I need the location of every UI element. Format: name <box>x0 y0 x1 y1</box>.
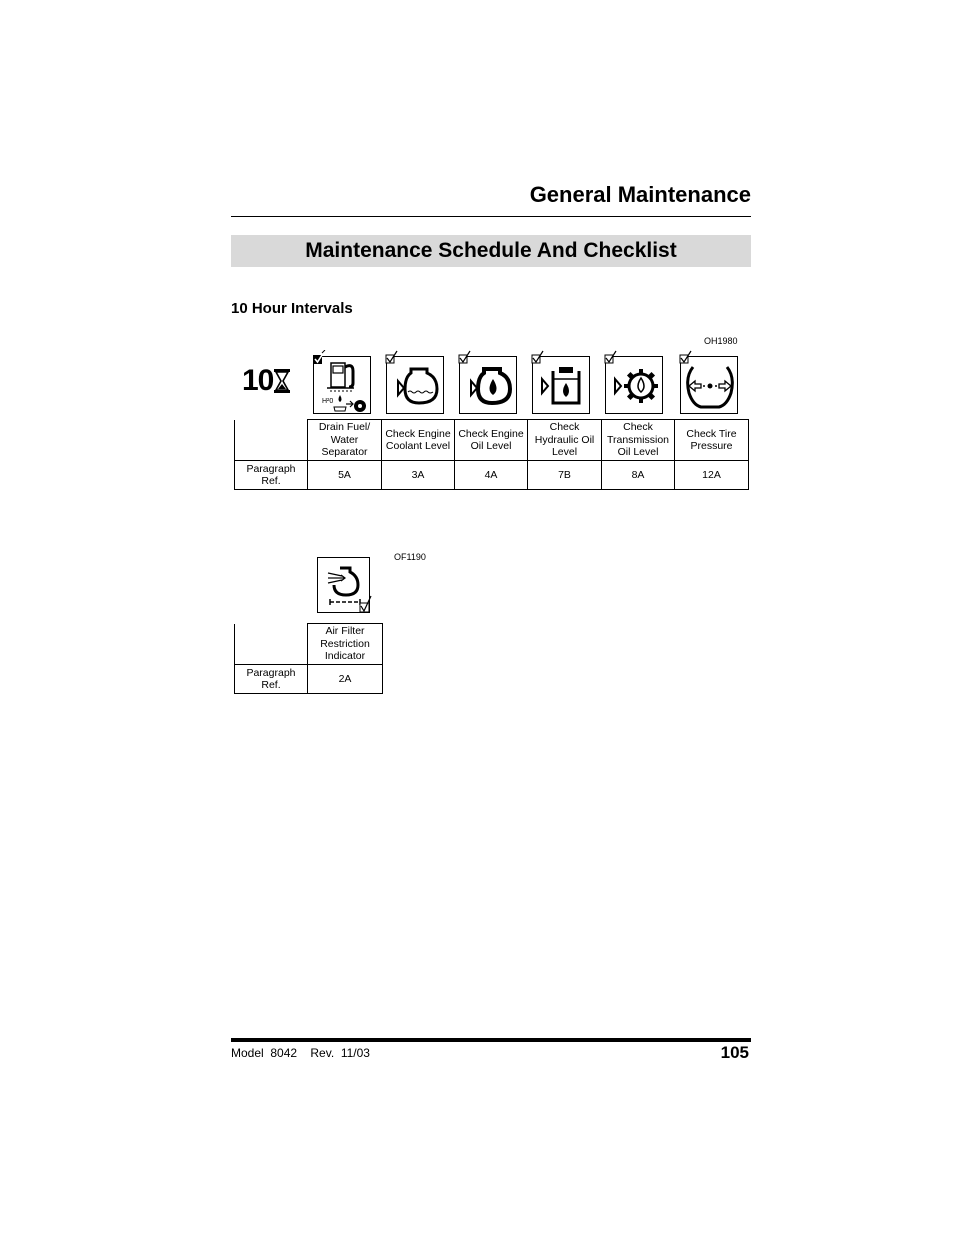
table-cell-empty <box>235 624 308 665</box>
page-number: 105 <box>720 1043 749 1062</box>
checkbox-icon <box>678 350 694 366</box>
table-cell: Check Tire Pressure <box>675 420 749 461</box>
banner <box>231 235 751 267</box>
svg-text:H²0: H²0 <box>322 398 334 405</box>
schedule-table <box>234 623 383 694</box>
table-cell: 3A <box>382 461 455 490</box>
table-cell: Check Engine Oil Level <box>455 420 528 461</box>
footer-model: Model 8042 Rev. 11/03 <box>231 1046 370 1060</box>
figure-code: OH1980 <box>704 336 738 346</box>
hourglass-icon <box>273 368 291 394</box>
figure-code: OF1190 <box>394 552 426 562</box>
table-cell: 2A <box>308 665 383 694</box>
table-cell: 5A <box>308 461 382 490</box>
table-cell: Check Engine Coolant Level <box>382 420 455 461</box>
table-cell: 12A <box>675 461 749 490</box>
section-title: General Maintenance <box>529 182 751 207</box>
table-cell: Air Filter Restriction Indicator <box>308 624 383 665</box>
banner-title: Maintenance Schedule And Checklist <box>305 239 677 262</box>
table-cell: Check Hydraulic Oil Level <box>528 420 602 461</box>
interval-heading: 10 Hour Intervals <box>231 300 353 317</box>
row-header: Paragraph Ref. <box>235 665 308 694</box>
table-cell: 7B <box>528 461 602 490</box>
hour-number: 10 <box>242 364 274 397</box>
schedule-table <box>234 419 749 490</box>
checkbox-icon <box>358 595 374 615</box>
table-cell: 8A <box>602 461 675 490</box>
checkbox-icon <box>603 350 619 366</box>
row-header: Paragraph Ref. <box>235 461 308 490</box>
checkbox-icon <box>457 350 473 366</box>
checkbox-icon <box>384 350 400 366</box>
checkbox-icon <box>530 350 546 366</box>
table-cell: 4A <box>455 461 528 490</box>
footer-rule <box>231 1038 751 1042</box>
table-cell-empty <box>235 420 308 461</box>
checkbox-checked-icon <box>311 350 327 366</box>
table-row <box>235 420 749 461</box>
table-row <box>235 461 749 490</box>
table-cell: Drain Fuel/ Water Separator <box>308 420 382 461</box>
table-row <box>235 665 383 694</box>
table-cell: Check Transmission Oil Level <box>602 420 675 461</box>
hour-badge <box>242 364 291 398</box>
title-rule <box>231 216 751 217</box>
table-row <box>235 624 383 665</box>
